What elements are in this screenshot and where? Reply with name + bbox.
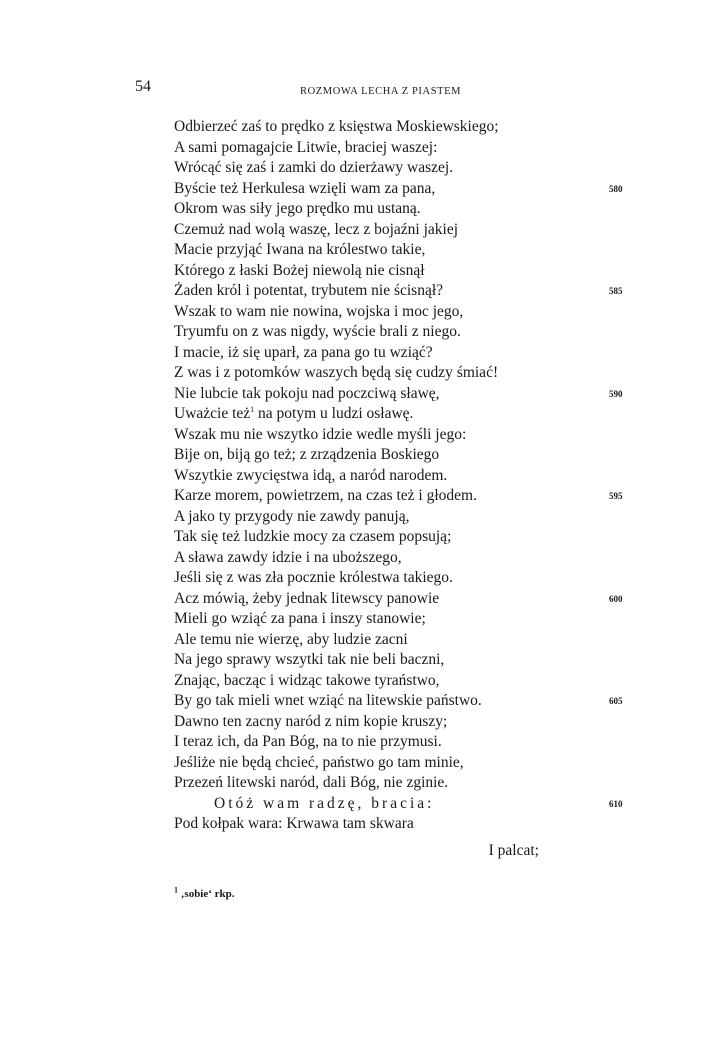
verse-line <box>174 179 624 200</box>
verse-line <box>174 261 624 282</box>
verse-line <box>174 363 624 384</box>
footnote <box>174 885 235 900</box>
verse-line <box>174 589 624 610</box>
verse-text: Tryumfu on z was nigdy, wyście brali z niego. <box>174 323 461 340</box>
footnote-reference: 1 <box>250 404 255 414</box>
verse-line <box>174 527 624 548</box>
verse-text: Wrócąć się zaś i zamki do dzierżawy waszej. <box>174 159 454 176</box>
verse-text: Macie przyjąć Iwana na królestwo takie, <box>174 241 426 258</box>
line-number: 610 <box>609 798 623 809</box>
verse-line <box>174 732 624 753</box>
running-title: ROZMOWA LECHA Z PIASTEM <box>300 86 462 97</box>
verse-text: Okrom was siły jego prędko mu ustaną. <box>174 200 421 217</box>
line-number: 605 <box>609 696 623 706</box>
verse-text: I macie, iż się uparł, za pana go tu wziąć? <box>174 343 433 361</box>
verse-line <box>174 302 624 323</box>
verse-text: Którego z łaski Bożej niewolą nie cisnął <box>174 261 425 279</box>
verse-line <box>174 630 624 651</box>
verse-text: Uważcie też <box>174 405 251 422</box>
verse-text: A jako ty przygody nie zawdy panują, <box>174 507 410 525</box>
verse-text: Wszak mu nie wszytko idzie wedle myśli jego: <box>174 425 467 443</box>
verse-text: Z was i z potomków waszych będą się cudzy śmiać! <box>174 364 499 381</box>
verse-text: Pod kołpak wara: Krwawa tam skwara <box>174 815 414 832</box>
verse-text: I teraz ich, da Pan Bóg, na to nie przymusi. <box>174 733 442 750</box>
verse-line <box>174 466 624 487</box>
verse-line <box>174 794 624 815</box>
footnote-marker: 1 <box>174 885 178 895</box>
verse-text: Byście też Herkulesa wzięli wam za pana, <box>174 179 436 197</box>
line-number: 595 <box>609 491 623 501</box>
verse-line <box>174 281 624 302</box>
verse-line <box>174 343 624 364</box>
verse-text: Wszytkie zwycięstwa idą, a naród narodem. <box>174 466 448 484</box>
verse-text: Mieli go wziąć za pana i inszy stanowie; <box>174 610 426 627</box>
verse-line <box>174 404 624 425</box>
verse-line <box>174 671 624 692</box>
verse-line <box>174 220 624 241</box>
verse-line <box>174 322 624 343</box>
verse-text: A sława zawdy idzie i na uboższego, <box>174 548 402 566</box>
verse-text: Na jego sprawy wszytki tak nie beli baczni, <box>174 651 445 668</box>
verse-text: Odbierzeć zaś to prędko z księstwa Moskiewskiego; <box>174 118 499 135</box>
verse-text: I palcat; <box>488 841 539 859</box>
verse-line <box>174 841 624 862</box>
verse-line <box>174 384 624 405</box>
verse-line <box>174 609 624 630</box>
verse-text: A sami pomagajcie Litwie, braciej waszej: <box>174 138 438 156</box>
line-number: 580 <box>609 183 623 194</box>
verse-line <box>174 199 624 220</box>
verse-text: Tak się też ludzkie mocy za czasem popsują; <box>174 528 452 545</box>
verse-line <box>174 753 624 774</box>
verse-line <box>174 240 624 261</box>
verse-line <box>174 650 624 671</box>
line-number: 600 <box>609 593 623 604</box>
verse-line <box>174 568 624 589</box>
verse-line <box>174 486 624 507</box>
verse-line <box>174 117 624 138</box>
verse-line <box>174 814 624 835</box>
verse-line <box>174 773 624 794</box>
verse-line <box>174 691 624 712</box>
verse-text: Karze morem, powietrzem, na czas też i głodem. <box>174 487 477 504</box>
verse-text: Acz mówią, żeby jednak litewscy panowie <box>174 589 440 607</box>
verse-line <box>174 445 624 466</box>
line-number: 590 <box>609 388 623 399</box>
verse-text: Czemuż nad wolą waszę, lecz z bojaźni jakiej <box>174 220 459 238</box>
verse-line <box>174 712 624 733</box>
verse-text: Otóż wam radzę, bracia: <box>214 794 435 812</box>
verse-text: Jeśliże nie będą chcieć, państwo go tam minie, <box>174 753 464 771</box>
page-number: 54 <box>135 78 151 95</box>
poem-text <box>174 117 624 861</box>
verse-text: Przezeń litewski naród, dali Bóg, nie zginie. <box>174 774 449 791</box>
verse-line <box>174 138 624 159</box>
verse-line <box>174 548 624 569</box>
line-number: 585 <box>609 286 623 296</box>
verse-text: Nie lubcie tak pokoju nad poczciwą sławę, <box>174 384 440 402</box>
verse-text: Żaden król i potentat, trybutem nie ścisnął? <box>174 282 444 299</box>
verse-text: Znając, bacząc i widząc takowe tyraństwo, <box>174 671 440 689</box>
verse-text: By go tak mieli wnet wziąć na litewskie państwo. <box>174 692 482 709</box>
verse-text: Bije on, biją go też; z zrządzenia Boskiego <box>174 446 440 463</box>
verse-line <box>174 507 624 528</box>
verse-text: Dawno ten zacny naród z nim kopie kruszy; <box>174 712 448 730</box>
verse-text-continued: na potym u ludzi osławę. <box>254 405 414 422</box>
verse-line <box>174 425 624 446</box>
verse-text: Wszak to wam nie nowina, wojska i moc jego, <box>174 302 464 320</box>
verse-text: Ale temu nie wierzę, aby ludzie zacni <box>174 630 408 648</box>
verse-line <box>174 158 624 179</box>
verse-text: Jeśli się z was zła pocznie królestwa takiego. <box>174 569 453 586</box>
footnote-text: ‚sobie‘ rkp. <box>178 888 235 900</box>
